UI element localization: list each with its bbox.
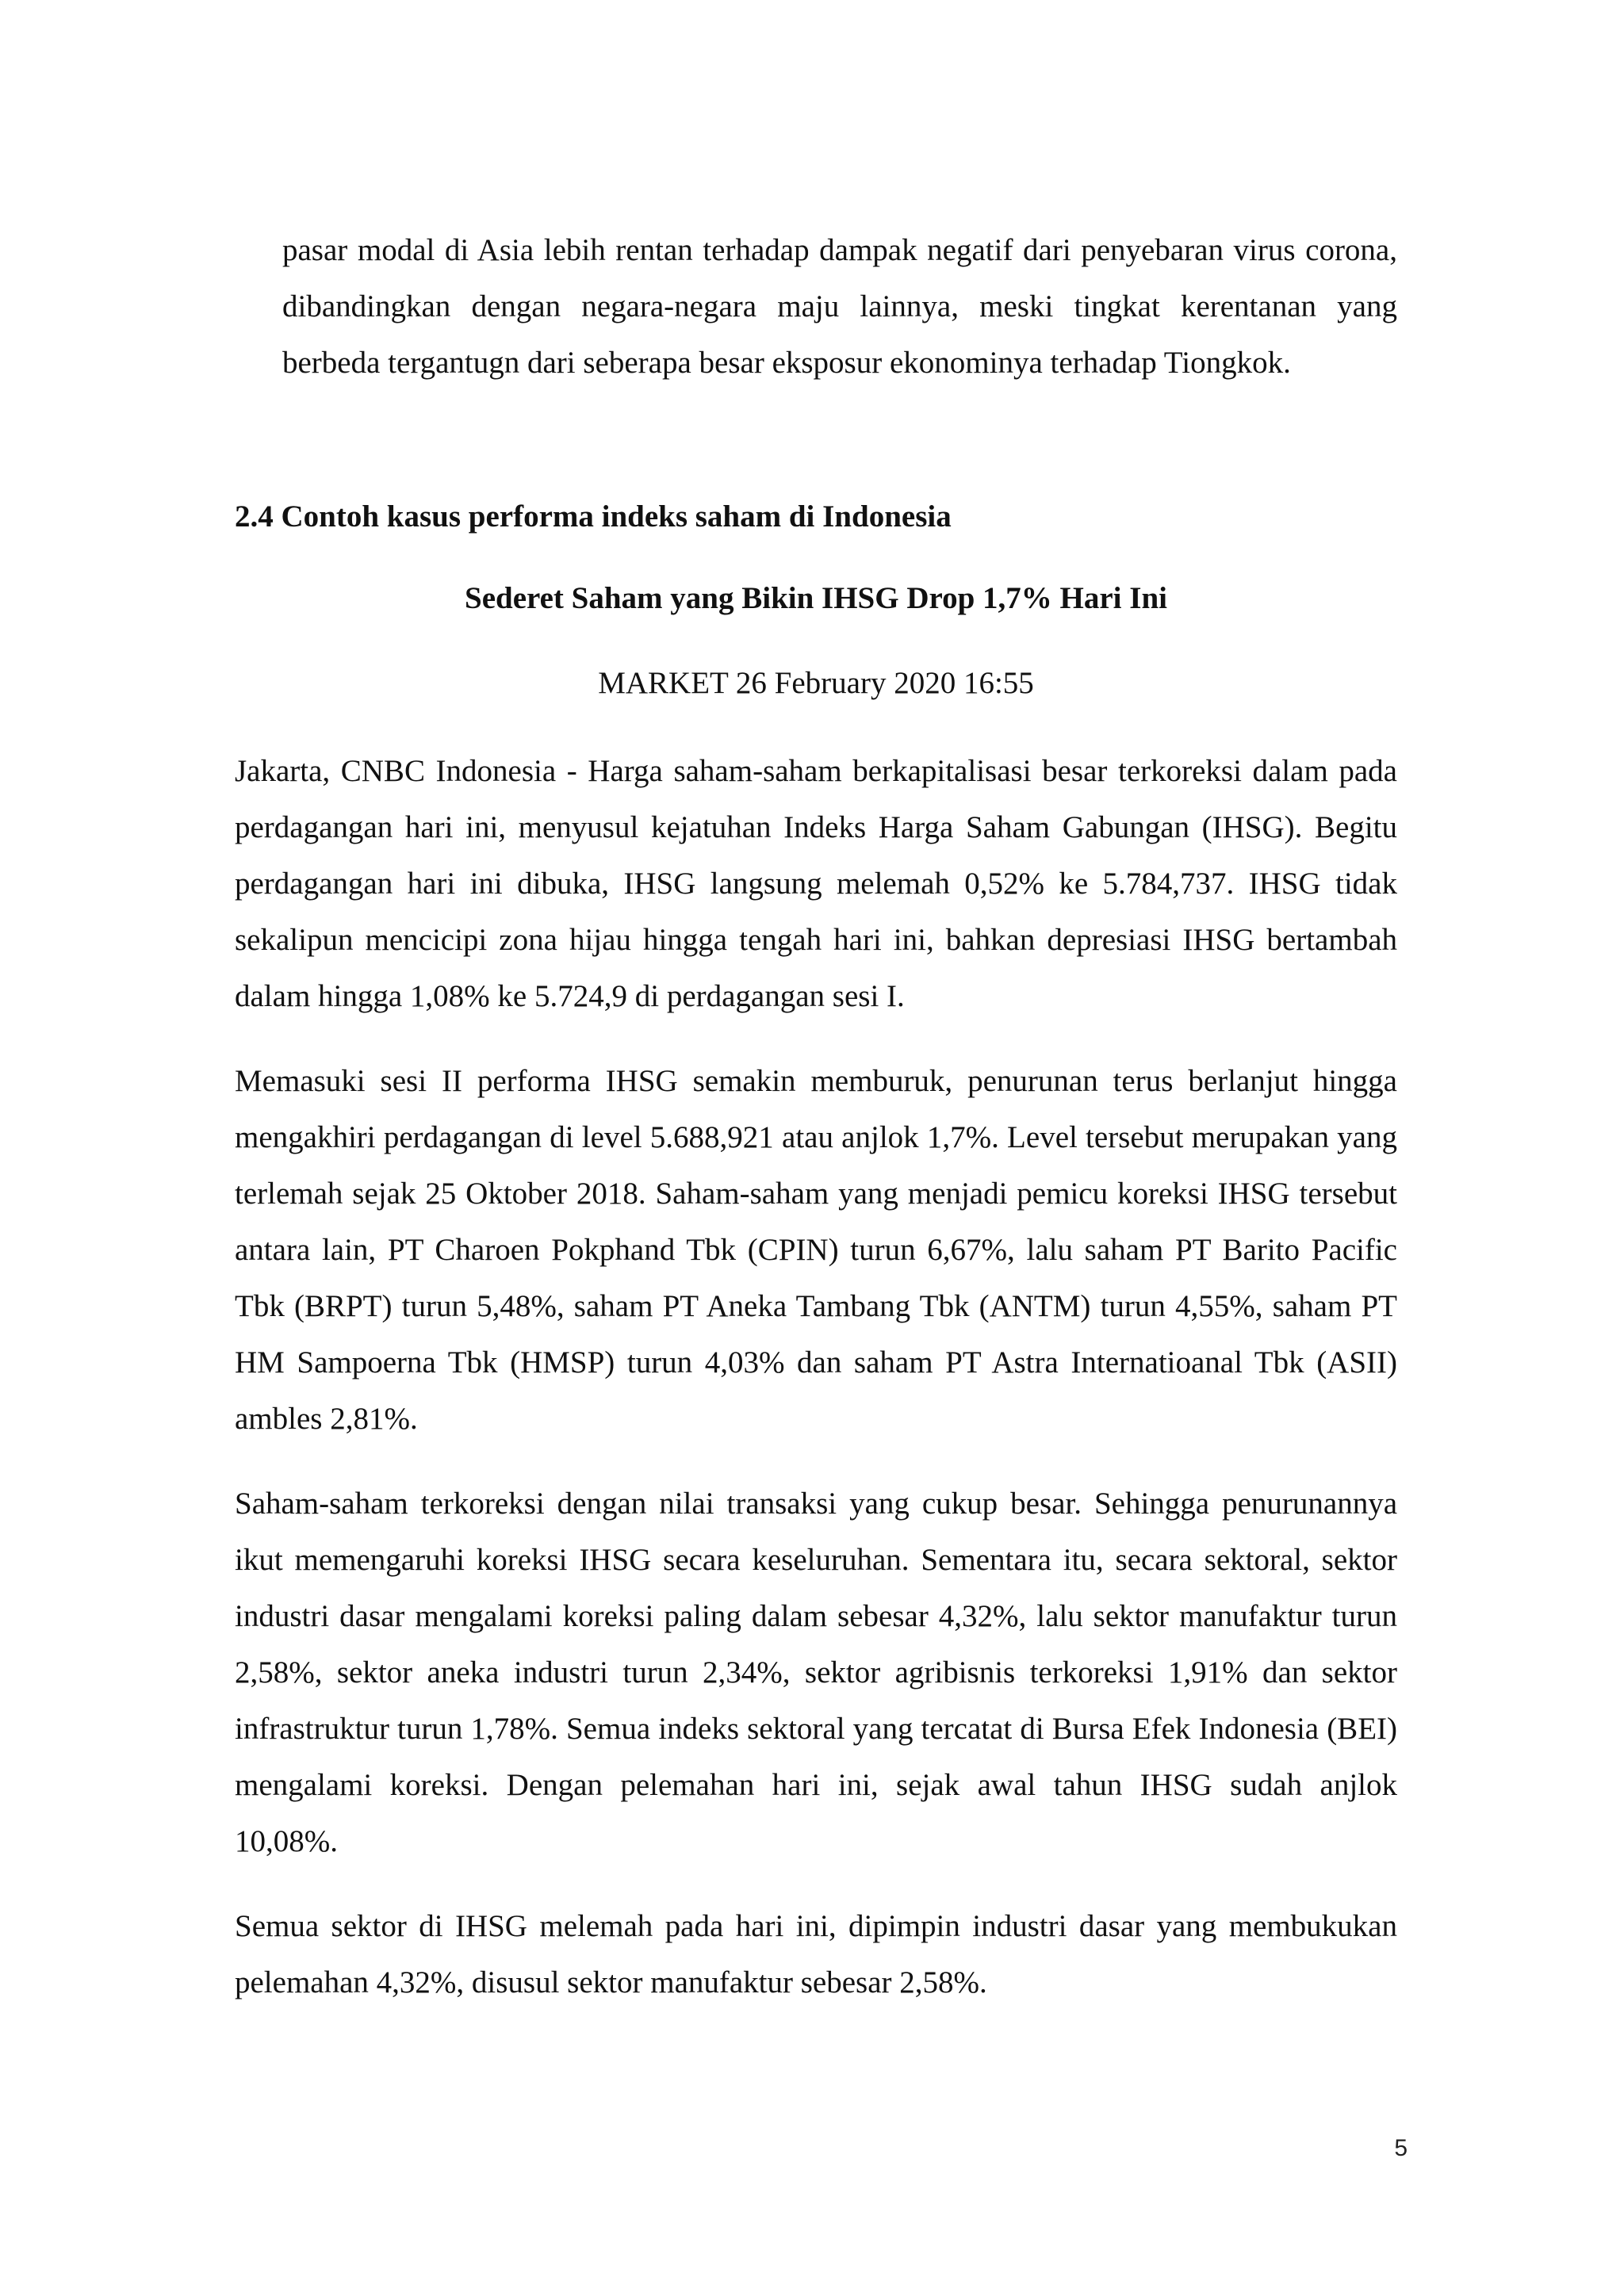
article-paragraph: Memasuki sesi II performa IHSG semakin memburuk, penurunan terus berlanjut hingga mengakhiri perdagangan di level 5.688,921 atau anjlok 1,7%. Level tersebut merupakan yang terlemah sejak 25 Oktober 2018. Saham-saham yang menjadi pemicu koreksi IHSG tersebut antara lain, PT Charoen Pokphand Tbk (CPIN) turun 6,67%, lalu saham PT Barito Pacific Tbk (BRPT) turun 5,48%, saham PT Aneka Tambang Tbk (ANTM) turun 4,55%, saham PT HM Sampoerna Tbk (HMSP) turun 4,03% dan saham PT Astra Internatioanal Tbk (ASII) ambles 2,81%. (235, 1064, 1397, 1436)
article-dateline: MARKET 26 February 2020 16:55 (598, 666, 1034, 700)
section-heading: 2.4 Contoh kasus performa indeks saham di Indonesia (235, 499, 952, 534)
article-title: Sederet Saham yang Bikin IHSG Drop 1,7% Hari Ini (465, 581, 1167, 615)
page-number: 5 (1394, 2135, 1408, 2161)
intro-paragraph: pasar modal di Asia lebih rentan terhadap dampak negatif dari penyebaran virus corona, dibandingkan dengan negara-negara maju lainnya, meski tingkat kerentanan yang berbeda tergantugn dari seberapa besar eksposur ekonominya terhadap Tiongkok. (282, 233, 1397, 380)
article-paragraph: Saham-saham terkoreksi dengan nilai transaksi yang cukup besar. Sehingga penurunannya ikut memengaruhi koreksi IHSG secara keseluruhan. Sementara itu, secara sektoral, sektor industri dasar mengalami koreksi paling dalam sebesar 4,32%, lalu sektor manufaktur turun 2,58%, sektor aneka industri turun 2,34%, sektor agribisnis terkoreksi 1,91% dan sektor infrastruktur turun 1,78%. Semua indeks sektoral yang tercatat di Bursa Efek Indonesia (BEI) mengalami koreksi. Dengan pelemahan hari ini, sejak awal tahun IHSG sudah anjlok 10,08%. (235, 1487, 1397, 1858)
article-paragraph: Semua sektor di IHSG melemah pada hari ini, dipimpin industri dasar yang membukukan pelemahan 4,32%, disusul sektor manufaktur sebesar 2,58%. (235, 1909, 1397, 1999)
article-paragraph: Jakarta, CNBC Indonesia - Harga saham-saham berkapitalisasi besar terkoreksi dalam pada perdagangan hari ini, menyusul kejatuhan Indeks Harga Saham Gabungan (IHSG). Begitu perdagangan hari ini dibuka, IHSG langsung melemah 0,52% ke 5.784,737. IHSG tidak sekalipun mencicipi zona hijau hingga tengah hari ini, bahkan depresiasi IHSG bertambah dalam hingga 1,08% ke 5.724,9 di perdagangan sesi I. (235, 754, 1397, 1013)
